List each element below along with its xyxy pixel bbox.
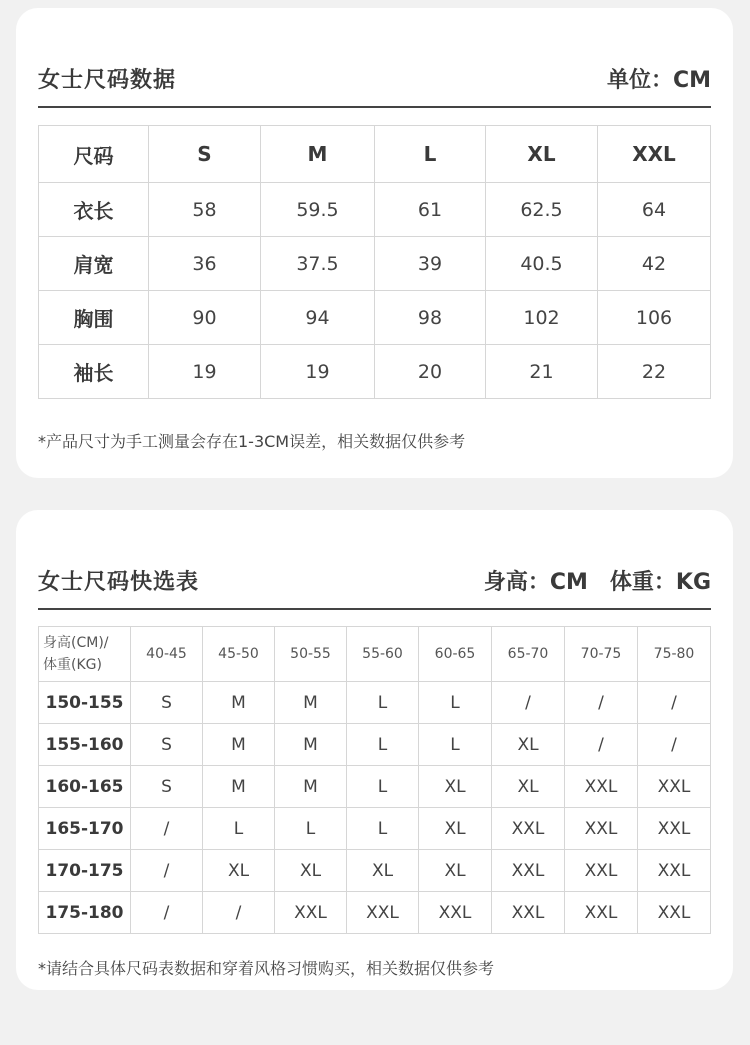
table-cell: 106: [598, 291, 711, 345]
size-cell: L: [203, 808, 275, 850]
size-cell: L: [419, 682, 492, 724]
size-cell: XXL: [492, 808, 565, 850]
table-row: [39, 766, 711, 808]
table-cell: 90: [149, 291, 261, 345]
table-row: [39, 345, 711, 399]
size-data-unit: 单位：CM: [606, 68, 711, 93]
size-cell: XL: [203, 850, 275, 892]
size-quick-select-card: [16, 510, 733, 990]
table-cell: 40.5: [486, 237, 598, 291]
table-cell: 61: [375, 183, 486, 237]
table-cell: 22: [598, 345, 711, 399]
column-header: XL: [486, 126, 598, 183]
table-cell: 42: [598, 237, 711, 291]
row-header: 衣长: [39, 183, 149, 237]
table-row: [39, 808, 711, 850]
table-cell: 94: [261, 291, 375, 345]
size-cell: S: [131, 682, 203, 724]
table-row: [39, 183, 711, 237]
size-cell: XXL: [347, 892, 419, 934]
size-cell: XL: [419, 808, 492, 850]
size-data-header: [38, 60, 711, 108]
size-cell: XL: [275, 850, 347, 892]
table-row: [39, 892, 711, 934]
row-header: 袖长: [39, 345, 149, 399]
size-cell: XXL: [492, 850, 565, 892]
column-header: L: [375, 126, 486, 183]
size-cell: XL: [419, 850, 492, 892]
size-cell: XXL: [638, 808, 711, 850]
size-cell: XXL: [638, 850, 711, 892]
quick-select-header: [38, 560, 711, 610]
quick-select-units: [484, 565, 711, 608]
size-cell: XXL: [565, 892, 638, 934]
column-header: 尺码: [39, 126, 149, 183]
row-header: 胸围: [39, 291, 149, 345]
column-header: S: [149, 126, 261, 183]
size-cell: M: [203, 682, 275, 724]
size-cell: /: [131, 892, 203, 934]
table-cell: 19: [261, 345, 375, 399]
corner-height-label: 身高(CM)/: [43, 635, 109, 651]
size-cell: L: [347, 682, 419, 724]
table-cell: 98: [375, 291, 486, 345]
size-cell: L: [347, 766, 419, 808]
size-cell: S: [131, 766, 203, 808]
table-cell: 21: [486, 345, 598, 399]
weight-range-header: 75-80: [638, 627, 711, 682]
size-cell: /: [638, 724, 711, 766]
table-row: [39, 682, 711, 724]
size-cell: /: [131, 850, 203, 892]
size-cell: XL: [419, 766, 492, 808]
size-cell: XL: [492, 724, 565, 766]
table-cell: 58: [149, 183, 261, 237]
size-cell: XXL: [565, 766, 638, 808]
table-cell: 36: [149, 237, 261, 291]
quick-select-table: [38, 626, 711, 934]
column-header: XXL: [598, 126, 711, 183]
size-data-table: [38, 125, 711, 399]
weight-unit: 体重：KG: [609, 570, 711, 595]
corner-weight-label: 体重(KG): [43, 657, 102, 673]
size-cell: /: [131, 808, 203, 850]
size-data-note: *产品尺寸为手工测量会存在1-3CM误差，相关数据仅供参考: [38, 432, 466, 451]
size-cell: /: [565, 682, 638, 724]
quick-select-note: *请结合具体尺码表数据和穿着风格习惯购买，相关数据仅供参考: [38, 959, 495, 978]
size-cell: M: [203, 766, 275, 808]
size-cell: L: [419, 724, 492, 766]
column-header: M: [261, 126, 375, 183]
table-cell: 64: [598, 183, 711, 237]
size-cell: M: [203, 724, 275, 766]
size-cell: L: [275, 808, 347, 850]
height-range-header: 170-175: [39, 850, 131, 892]
height-range-header: 155-160: [39, 724, 131, 766]
size-cell: /: [638, 682, 711, 724]
weight-range-header: 50-55: [275, 627, 347, 682]
size-cell: L: [347, 724, 419, 766]
size-cell: XXL: [492, 892, 565, 934]
size-cell: XXL: [638, 892, 711, 934]
size-cell: M: [275, 766, 347, 808]
height-range-header: 175-180: [39, 892, 131, 934]
size-cell: S: [131, 724, 203, 766]
size-data-card: [16, 8, 733, 478]
table-cell: 59.5: [261, 183, 375, 237]
height-range-header: 150-155: [39, 682, 131, 724]
table-row: [39, 724, 711, 766]
size-cell: L: [347, 808, 419, 850]
quick-select-title: 女士尺码快选表: [38, 570, 200, 595]
size-cell: XXL: [565, 808, 638, 850]
table-cell: 39: [375, 237, 486, 291]
table-header-row: [39, 126, 711, 183]
size-cell: XXL: [565, 850, 638, 892]
height-range-header: 165-170: [39, 808, 131, 850]
size-cell: XL: [492, 766, 565, 808]
height-unit: 身高：CM: [483, 570, 588, 595]
size-cell: /: [565, 724, 638, 766]
weight-range-header: 45-50: [203, 627, 275, 682]
weight-range-header: 40-45: [131, 627, 203, 682]
size-cell: M: [275, 724, 347, 766]
size-cell: XXL: [419, 892, 492, 934]
size-cell: M: [275, 682, 347, 724]
size-data-title: 女士尺码数据: [38, 68, 177, 93]
table-row: [39, 850, 711, 892]
size-cell: XL: [347, 850, 419, 892]
table-cell: 20: [375, 345, 486, 399]
row-header: 肩宽: [39, 237, 149, 291]
table-cell: 62.5: [486, 183, 598, 237]
size-cell: XXL: [275, 892, 347, 934]
table-cell: 102: [486, 291, 598, 345]
weight-range-header: 70-75: [565, 627, 638, 682]
size-cell: /: [492, 682, 565, 724]
size-cell: /: [203, 892, 275, 934]
corner-header: [39, 627, 131, 682]
table-row: [39, 291, 711, 345]
weight-range-header: 60-65: [419, 627, 492, 682]
table-header-row: [39, 627, 711, 682]
table-cell: 37.5: [261, 237, 375, 291]
weight-range-header: 55-60: [347, 627, 419, 682]
height-range-header: 160-165: [39, 766, 131, 808]
table-row: [39, 237, 711, 291]
table-cell: 19: [149, 345, 261, 399]
size-cell: XXL: [638, 766, 711, 808]
weight-range-header: 65-70: [492, 627, 565, 682]
